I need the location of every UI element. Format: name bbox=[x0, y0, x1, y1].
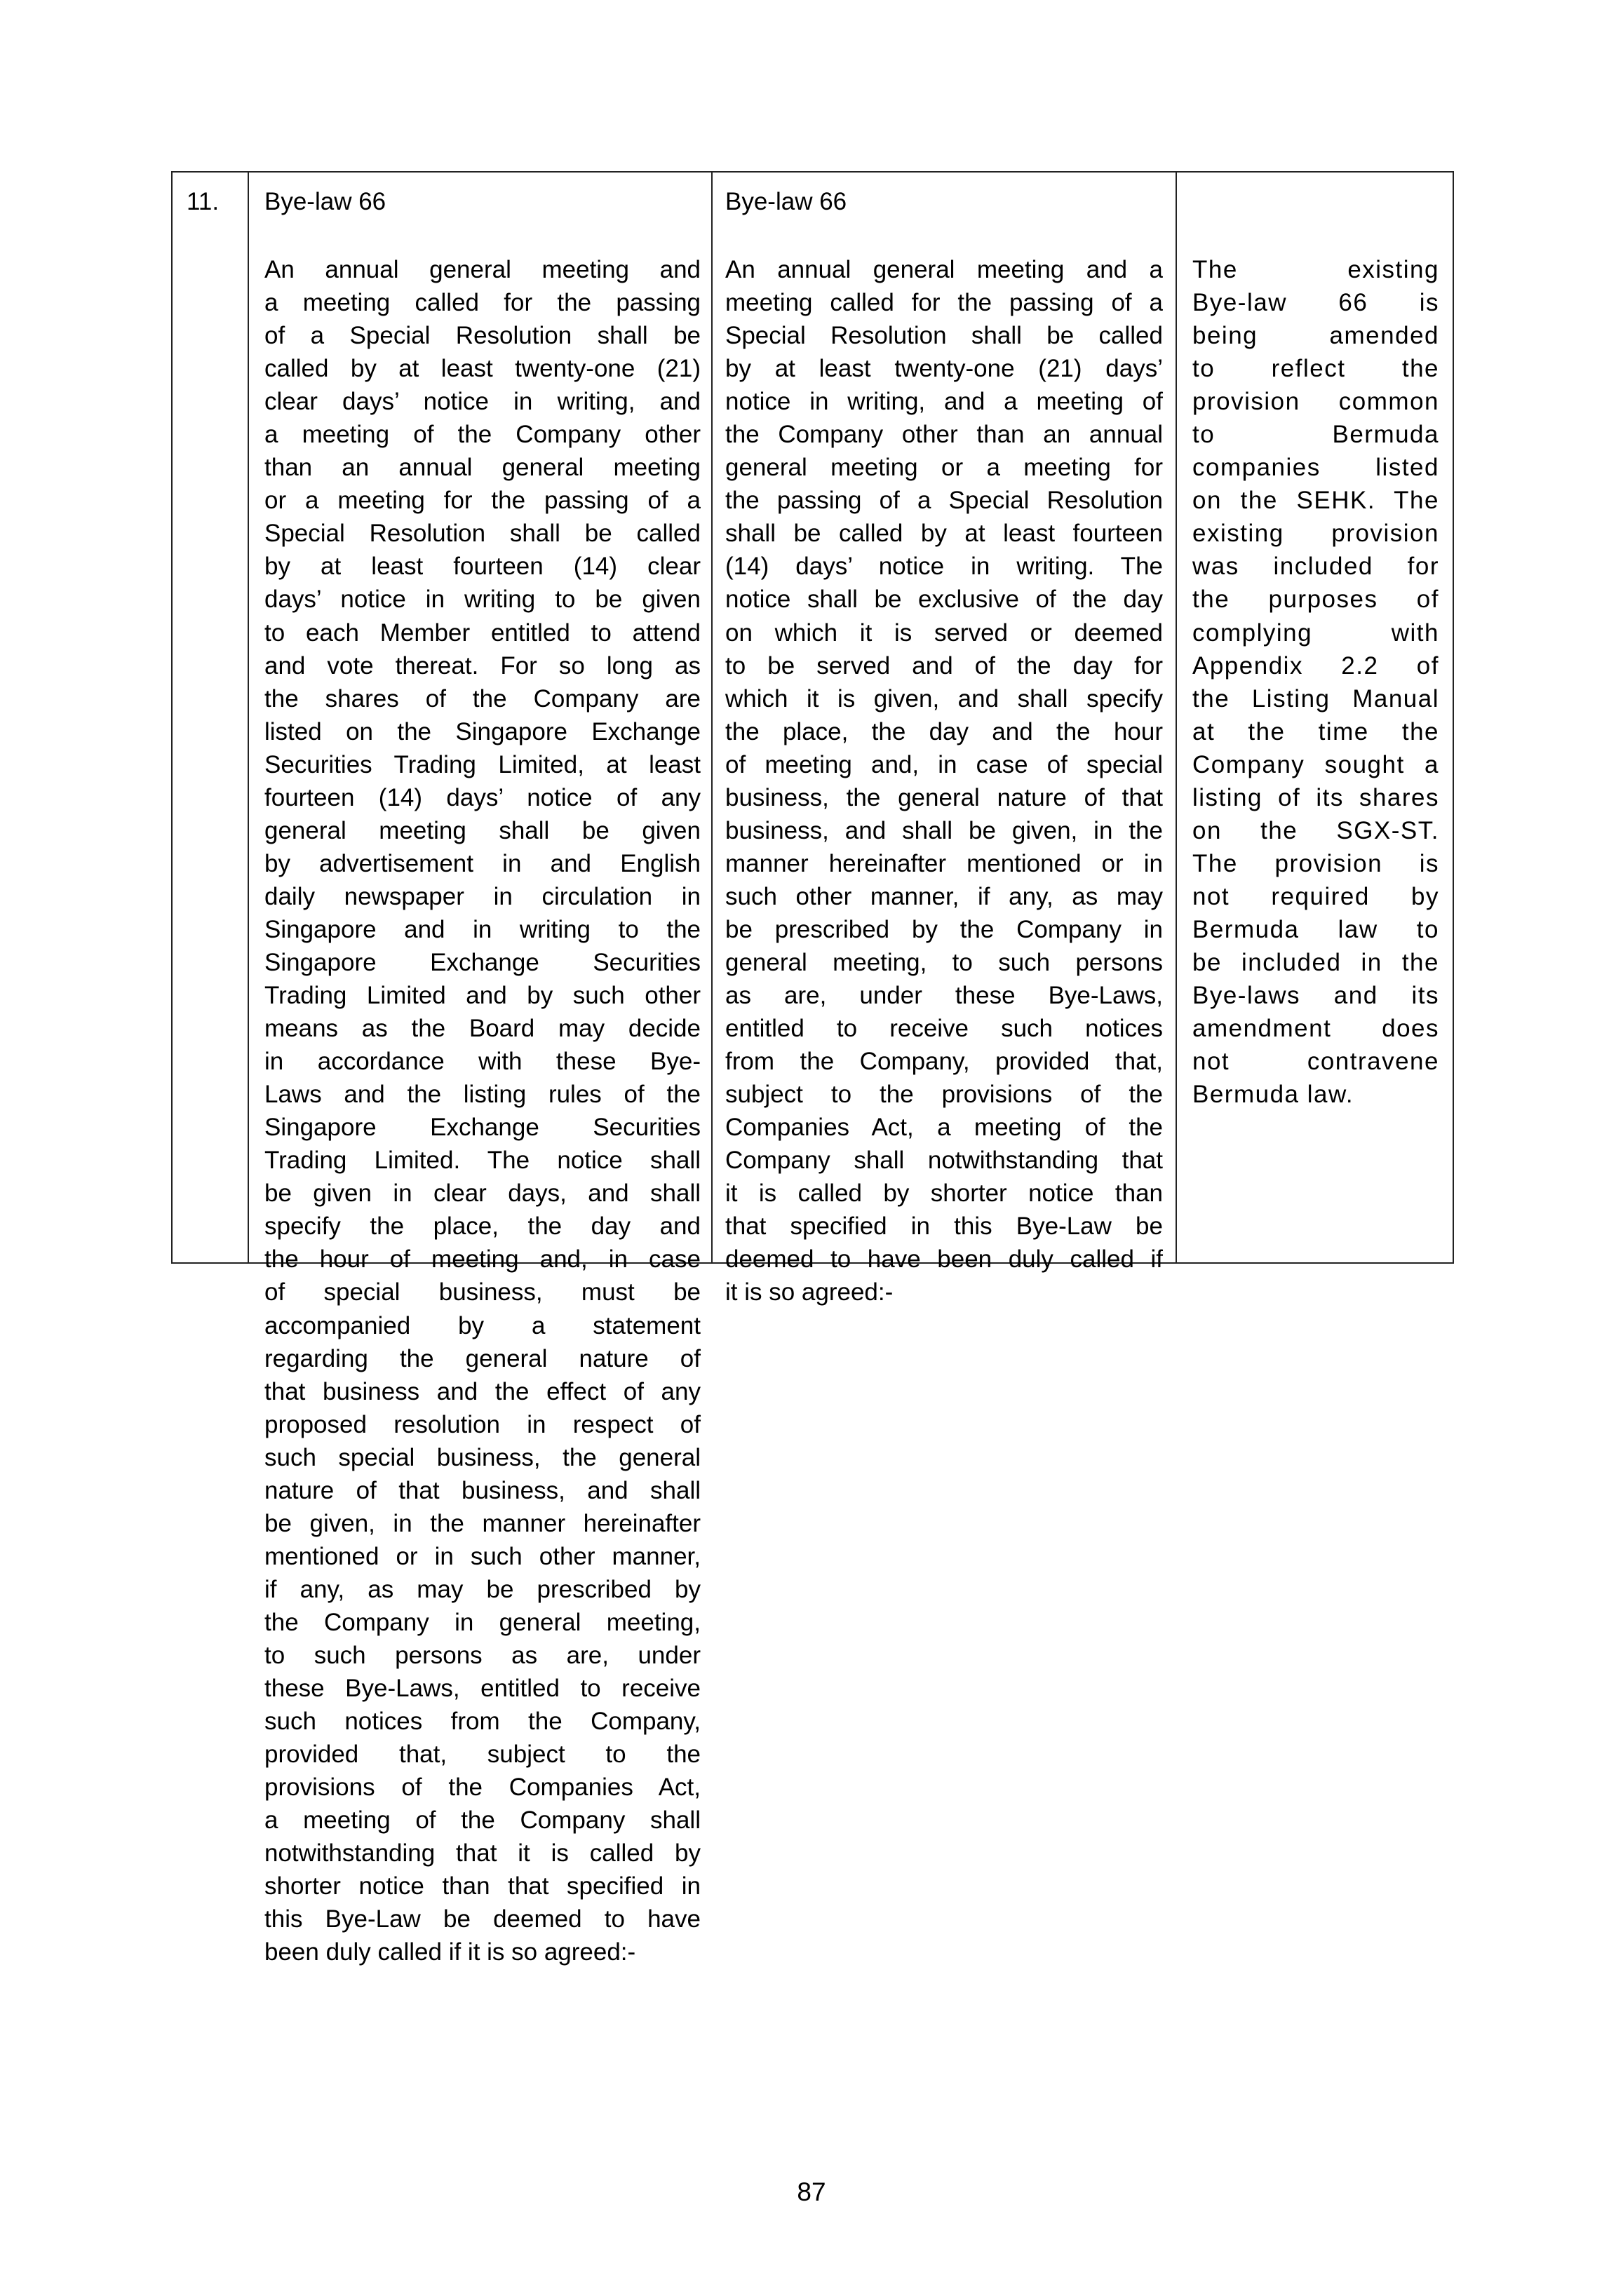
text-line: amendment does bbox=[1192, 1015, 1439, 1043]
text-line: the shares of the Company are bbox=[264, 684, 701, 713]
text-line: and vote thereat. For so long as bbox=[264, 651, 701, 680]
text-line: than an annual general meeting bbox=[264, 454, 701, 482]
text-line: listing of its shares bbox=[1192, 783, 1439, 811]
proposed-bye-law-text bbox=[725, 253, 1163, 1309]
rationale-text bbox=[1192, 253, 1439, 1111]
text-line: regarding the general nature of bbox=[264, 1344, 701, 1372]
text-line: the Listing Manual bbox=[1192, 684, 1439, 713]
text-line: to Bermuda bbox=[1192, 421, 1439, 449]
text-line: Singapore and in writing to the bbox=[264, 915, 701, 943]
text-line: Bermuda law. bbox=[1192, 1081, 1354, 1109]
text-line: Appendix 2.2 of bbox=[1192, 651, 1439, 680]
page-number: 87 bbox=[797, 2177, 826, 2206]
text-line: general meeting, to such persons bbox=[725, 948, 1163, 976]
text-line: that specified in this Bye-Law be bbox=[725, 1213, 1163, 1241]
text-line: Company shall notwithstanding that bbox=[725, 1147, 1163, 1175]
text-line: to each Member entitled to attend bbox=[264, 619, 701, 647]
text-line: of a Special Resolution shall be bbox=[264, 322, 701, 350]
text-line: such other manner, if any, as may bbox=[725, 882, 1163, 910]
text-line: existing provision bbox=[1192, 520, 1439, 548]
text-line: proposed resolution in respect of bbox=[264, 1410, 701, 1438]
text-line: specify the place, the day and bbox=[264, 1213, 701, 1241]
text-line: shorter notice than that specified in bbox=[264, 1872, 701, 1900]
column-divider bbox=[248, 171, 249, 1264]
text-line: Trading Limited. The notice shall bbox=[264, 1147, 701, 1175]
text-line: the hour of meeting and, in case bbox=[264, 1245, 701, 1274]
text-line: companies listed bbox=[1192, 454, 1439, 482]
text-line: (14) days’ notice in writing. The bbox=[725, 553, 1163, 581]
text-line: clear days’ notice in writing, and bbox=[264, 388, 701, 416]
text-line: this Bye-Law be deemed to have bbox=[264, 1905, 701, 1933]
text-line: on which it is served or deemed bbox=[725, 619, 1163, 647]
text-line: An annual general meeting and bbox=[264, 256, 701, 283]
text-line: shall be called by at least fourteen bbox=[725, 520, 1163, 548]
text-line: Singapore Exchange Securities bbox=[264, 948, 701, 976]
text-line: entitled to receive such notices bbox=[725, 1015, 1163, 1043]
text-line: of meeting and, in case of special bbox=[725, 750, 1163, 778]
text-line: notwithstanding that it is called by bbox=[264, 1839, 701, 1868]
text-line: fourteen (14) days’ notice of any bbox=[264, 783, 701, 811]
text-line: it is so agreed:- bbox=[725, 1278, 894, 1306]
text-line: notice shall be exclusive of the day bbox=[725, 586, 1163, 614]
text-line: called by at least twenty-one (21) bbox=[264, 355, 701, 383]
text-line: notice in writing, and a meeting of bbox=[725, 388, 1163, 416]
text-line: mentioned or in such other manner, bbox=[264, 1542, 701, 1570]
text-line: The existing bbox=[1192, 256, 1439, 283]
text-line: a meeting called for the passing bbox=[264, 289, 701, 317]
text-line: Bye-laws and its bbox=[1192, 982, 1439, 1010]
text-line: of special business, must be bbox=[264, 1278, 701, 1306]
text-line: deemed to have been duly called if bbox=[725, 1245, 1163, 1274]
text-line: days’ notice in writing to be given bbox=[264, 586, 701, 614]
text-line: if any, as may be prescribed by bbox=[264, 1575, 701, 1603]
text-line: manner hereinafter mentioned or in bbox=[725, 849, 1163, 877]
text-line: the place, the day and the hour bbox=[725, 717, 1163, 745]
text-line: the Company other than an annual bbox=[725, 421, 1163, 449]
text-line: the Company in general meeting, bbox=[264, 1608, 701, 1636]
text-line: to reflect the bbox=[1192, 355, 1439, 383]
text-line: was included for bbox=[1192, 553, 1439, 581]
text-line: at the time the bbox=[1192, 717, 1439, 745]
text-line: Securities Trading Limited, at least bbox=[264, 750, 701, 778]
text-line: it is called by shorter notice than bbox=[725, 1180, 1163, 1208]
text-line: provided that, subject to the bbox=[264, 1741, 701, 1769]
text-line: being amended bbox=[1192, 322, 1439, 350]
text-line: be given in clear days, and shall bbox=[264, 1180, 701, 1208]
text-line: The provision is bbox=[1192, 849, 1439, 877]
text-line: on the SGX-ST. bbox=[1192, 816, 1439, 844]
text-line: as are, under these Bye-Laws, bbox=[725, 982, 1163, 1010]
text-line: not contravene bbox=[1192, 1048, 1439, 1076]
text-line: Singapore Exchange Securities bbox=[264, 1114, 701, 1142]
text-line: listed on the Singapore Exchange bbox=[264, 717, 701, 745]
existing-bye-law-heading: Bye-law 66 bbox=[264, 188, 386, 215]
text-line: means as the Board may decide bbox=[264, 1015, 701, 1043]
text-line: be included in the bbox=[1192, 948, 1439, 976]
text-line: to such persons as are, under bbox=[264, 1641, 701, 1669]
text-line: Company sought a bbox=[1192, 750, 1439, 778]
text-line: Trading Limited and by such other bbox=[264, 982, 701, 1010]
text-line: been duly called if it is so agreed:- bbox=[264, 1938, 636, 1966]
text-line: a meeting of the Company shall bbox=[264, 1807, 701, 1835]
text-line: be prescribed by the Company in bbox=[725, 915, 1163, 943]
text-line: accompanied by a statement bbox=[264, 1311, 701, 1339]
text-line: be given, in the manner hereinafter bbox=[264, 1509, 701, 1537]
text-line: complying with bbox=[1192, 619, 1439, 647]
text-line: in accordance with these Bye- bbox=[264, 1048, 701, 1076]
text-line: general meeting or a meeting for bbox=[725, 454, 1163, 482]
text-line: business, and shall be given, in the bbox=[725, 816, 1163, 844]
text-line: daily newspaper in circulation in bbox=[264, 882, 701, 910]
text-line: by at least twenty-one (21) days’ bbox=[725, 355, 1163, 383]
text-line: the purposes of bbox=[1192, 586, 1439, 614]
text-line: on the SEHK. The bbox=[1192, 487, 1439, 515]
text-line: nature of that business, and shall bbox=[264, 1476, 701, 1504]
text-line: provisions of the Companies Act, bbox=[264, 1774, 701, 1802]
text-line: An annual general meeting and a bbox=[725, 256, 1163, 283]
text-line: meeting called for the passing of a bbox=[725, 289, 1163, 317]
text-line: Special Resolution shall be called bbox=[725, 322, 1163, 350]
text-line: that business and the effect of any bbox=[264, 1377, 701, 1405]
text-line: general meeting shall be given bbox=[264, 816, 701, 844]
text-line: not required by bbox=[1192, 882, 1439, 910]
text-line: Laws and the listing rules of the bbox=[264, 1081, 701, 1109]
text-line: such notices from the Company, bbox=[264, 1708, 701, 1736]
text-line: subject to the provisions of the bbox=[725, 1081, 1163, 1109]
text-line: business, the general nature of that bbox=[725, 783, 1163, 811]
column-divider bbox=[711, 171, 713, 1264]
text-line: Companies Act, a meeting of the bbox=[725, 1114, 1163, 1142]
text-line: Bye-law 66 is bbox=[1192, 289, 1439, 317]
existing-bye-law-text bbox=[264, 253, 701, 1969]
text-line: provision common bbox=[1192, 388, 1439, 416]
text-line: a meeting of the Company other bbox=[264, 421, 701, 449]
text-line: the passing of a Special Resolution bbox=[725, 487, 1163, 515]
text-line: from the Company, provided that, bbox=[725, 1048, 1163, 1076]
text-line: by at least fourteen (14) clear bbox=[264, 553, 701, 581]
text-line: by advertisement in and English bbox=[264, 849, 701, 877]
text-line: or a meeting for the passing of a bbox=[264, 487, 701, 515]
proposed-bye-law-heading: Bye-law 66 bbox=[725, 188, 847, 215]
text-line: which it is given, and shall specify bbox=[725, 684, 1163, 713]
row-number: 11. bbox=[187, 188, 220, 215]
text-line: Bermuda law to bbox=[1192, 915, 1439, 943]
text-line: such special business, the general bbox=[264, 1443, 701, 1471]
text-line: to be served and of the day for bbox=[725, 651, 1163, 680]
text-line: these Bye-Laws, entitled to receive bbox=[264, 1675, 701, 1703]
text-line: Special Resolution shall be called bbox=[264, 520, 701, 548]
column-divider bbox=[1176, 171, 1177, 1264]
